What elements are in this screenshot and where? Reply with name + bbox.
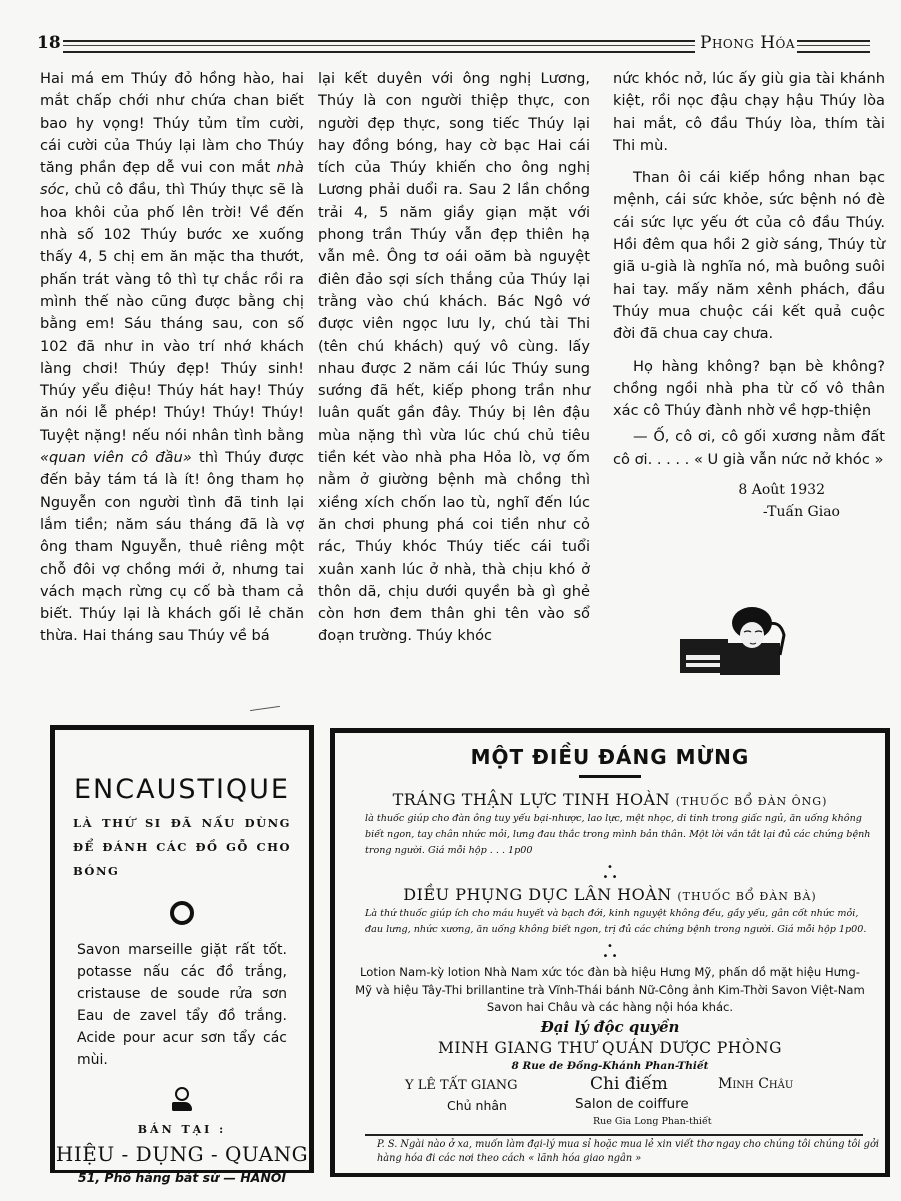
branch-type: Salon de coiffure	[575, 1095, 689, 1112]
title-underline	[579, 775, 641, 778]
text-run: thì Thúy được đến bảy tám tá là ít! ông tham họ Nguyễn con người tình đã tinh lại lắm tiền; năm sáu tháng đã là vợ ông tham Nguyễn, thuê riêng một chỗ đôi vợ chồng mới ở, nhưng tai vách mạch rừng cụ cố bà tham cả biết. Thúy lại là khách gối lẻ chăn thừa. Hai tháng sau Thúy về bá	[40, 449, 304, 645]
masthead: Phong Hóa	[700, 33, 796, 53]
product-1-description: là thuốc giúp cho đàn ông tuy yếu bại-nhược, lao lực, mệt nhọc, di tinh trong giấc ngủ, ăn uống không biết ngon, tay chân nhức mỏi, lưng đau thắc trong mình bản thân. Một lời vắn tắt lại đủ các chứng bệnh trong người. Giá mỗi hộp . . . 1p00	[365, 813, 871, 856]
article-author: -Tuấn Giao	[762, 504, 840, 521]
postscript: P. S. Ngài nào ở xa, muốn làm đại-lý mua sỉ hoặc mua lẻ xin viết thơ ngay cho chúng tôi chúng tôi gởi hàng hóa đi các nơi theo cách « lãnh hóa giao ngân »	[377, 1139, 879, 1164]
decorative-mark	[250, 706, 280, 711]
pharmacy-advertisement	[330, 728, 890, 1177]
article-paragraph: nức khóc nở, lúc ấy giù gia tài khánh kiệt, rồi nọc đậu chạy hậu Thúy lòa hai mắt, cô đầu Thúy lòa, thím tài Thi mù.	[613, 70, 885, 154]
article-paragraph: Họ hàng không? bạn bè không? chồng ngồi nhà pha từ cố vô thân xác cô Thúy đành nhờ về hợp-thiện	[613, 357, 885, 420]
article-column-2	[318, 68, 590, 648]
article-column-1	[40, 68, 304, 648]
ad-body: Savon marseille giặt rất tốt. potasse nấu các đồ trắng, cristause de soude rửa sơn Eau de zavel tẩy đồ trắng. Acide pour acur sơn tẩy các mùi.	[77, 942, 287, 1068]
italic-run: «quan viên cô đầu»	[40, 449, 192, 467]
product-2-description: Là thứ thuốc giúp ích cho máu huyết và bạch đới, kinh nguyệt không đều, gầy yếu, gân cốt nhức mỏi, đau lưng, nhức xương, ăn uống không biết ngon, trị đủ các chứng bệnh trong người. Giá mỗi hộp 1p00.	[365, 908, 867, 935]
article-paragraph: Than ôi cái kiếp hồng nhan bạc mệnh, cái sức khỏe, sức bệnh nó đè cái sức lực yếu ớt của cô đầu Thúy. Hồi đêm qua hồi 2 giờ sáng, Thúy từ giã u-già là nghĩa nó, mà buông suôi hai tay. mấy năm xênh phách, đầu Thúy mua chuộc cái kết quả cuộc đời đã chua cay chưa.	[613, 169, 885, 343]
text-run: , chủ cô đầu, thì Thúy thực sẽ là hoa khôi của phố lên trời! Về đến nhà số 102 Thúy bước xe xuống thấy 4, 5 chị em ăn mặc tha thướt, phấn trát vàng tô thì tự chắc rồi ra mình thế nào cũng được bằng chị bằng em! Sáu tháng sau, con số 102 đã như in vào trí nhớ khách làng chơi! Thúy đẹp! Thúy sinh! Thúy yểu điệu! Thúy hát hay! Thúy ăn nói lễ phép! Thúy! Thúy! Thúy! Tuyệt nặng! nếu nói nhân tình bằng	[40, 181, 304, 444]
ring-ornament-icon	[170, 901, 194, 925]
article-text-col1	[40, 68, 304, 648]
ad-title: ENCAUSTIQUE	[73, 774, 290, 805]
product-note: (THUỐC BỔ ĐÀN ÔNG)	[675, 795, 828, 808]
ad-subtitle: LÀ THỨ SI ĐÃ NẤU DÙNG ĐỂ ĐÁNH CÁC ĐỒ GỖ CHO BÓNG	[73, 816, 291, 878]
header-rule-right	[797, 40, 870, 53]
product-name: TRÁNG THẬN LỰC TINH HOÀN	[392, 790, 671, 809]
woman-illustration-icon	[680, 605, 800, 680]
lotion-list: Lotion Nam-kỳ lotion Nhà Nam xức tóc đàn bà hiệu Hưng Mỹ, phấn dồ mặt hiệu Hưng-Mỹ và hiệu Tây-Thi brillantine trà Vĩnh-Thái bánh Nữ-Công ảnh Kim-Thời Savon Việt-Nam Savon hai Châu và các hàng nội hóa khác.	[355, 965, 865, 1014]
ad-title: MỘT ĐIỀU ĐÁNG MỪNG	[470, 745, 750, 769]
product-note: (THUỐC BỔ ĐÀN BÀ)	[677, 890, 817, 903]
branch-name: Minh Châu	[718, 1075, 794, 1092]
ornament-icon	[162, 1087, 202, 1113]
page-number: 18	[37, 33, 61, 53]
ps-divider	[365, 1134, 863, 1136]
contacts	[335, 1074, 885, 1134]
encaustique-advertisement	[50, 725, 314, 1185]
product-1-title	[335, 790, 885, 809]
header-rule-left	[63, 40, 695, 53]
article-column-3	[613, 68, 885, 523]
agent-address: 8 Rue de Đồng-Khánh Phan-Thiết	[511, 1059, 709, 1072]
shop-name: HIỆU - DỤNG - QUANG	[55, 1142, 309, 1166]
article-date: 8 Août 1932	[738, 482, 825, 499]
product-2-title	[335, 885, 885, 904]
text-run: Hai má em Thúy đỏ hồng hào, hai mắt chấp chới như chứa chan biết bao hy vọng! Thúy tủm tỉm cười, cái cười của Thúy lại làm cho Thúy tăng phần đẹp dễ vui con mắt	[40, 70, 304, 177]
italic-run: nhà sóc	[40, 159, 304, 199]
dot-ornament-icon: • • •	[602, 941, 618, 962]
dot-ornament-icon: • • •	[602, 862, 618, 883]
shop-address: 51, Phố hàng bát sứ — HANOI	[77, 1170, 287, 1185]
product-name: DIỀU PHỤNG DỤC LÂN HOÀN	[403, 885, 672, 904]
agent-label: Đại lý độc quyền	[540, 1017, 680, 1036]
owner-name: Y LÊ TẤT GIANG	[405, 1077, 518, 1093]
article-paragraph: — Ố, cô ơi, cô gối xương nằm đất cô ơi. . . . . « U già vẫn nức nở khóc »	[613, 428, 885, 468]
branch-label: Chi điếm	[590, 1073, 668, 1094]
owner-title: Chủ nhân	[447, 1097, 507, 1113]
article-text-col2: lại kết duyên với ông nghị Lương, Thúy là con người thiệp thực, con người đẹp thực, song tiếc Thúy lại hay đồng bóng, hay cờ bạc Hai cái tích của Thúy khiến cho ông nghị Lương phải duổi ra. Sau 2 lần chồng trải 4, 5 năm giầy giạn mặt với phong trần Thúy vẫn đẹp thiên hạ vẫn mê. Ông tơ oái oăm bà nguyệt điên đảo sợi sích thắng của Thúy lại trằng vào chú khách. Bác Ngô vớ được viên ngọc lưu ly, chú tài Thi (tên chú khách) quý vô cùng. lấy nhau được 2 năm cái lúc Thúy sung sướng đã hết, kiếp phong trần như luân quất gần đây. Thúy bị lên đậu mùa nặng thì vừa lúc chú chủ tiêu tiền két vào nhà pha Hỏa lò, vợ ốm nằm ở giường bệnh mà chồng thì xiềng xích chốn lao tù, nghĩ đến lúc ăn chơi phung phá coi tiền như cỏ rác, Thúy khóc Thúy tiếc cái tuổi xuân xanh lúc ở nhà, thà chịu khó ở thôn dã, chịu dưới quyền bà gì ghẻ còn hơn đem thân ghi tên vào sổ đoạn trường. Thúy khóc	[318, 70, 590, 645]
agent-name: MINH GIANG THƯ QUÁN DƯỢC PHÒNG	[438, 1038, 782, 1057]
branch-address: Rue Gia Long Phan-thiết	[593, 1115, 712, 1127]
sold-at-label: BÁN TẠI :	[137, 1123, 227, 1136]
